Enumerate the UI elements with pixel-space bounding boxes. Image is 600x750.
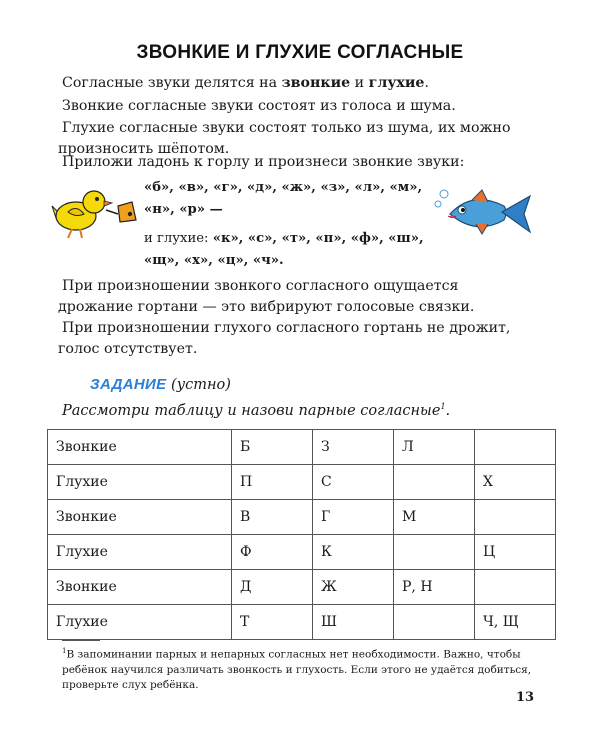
intro-paragraph-1: Согласные звуки делятся на звонкие и глухие.	[62, 75, 429, 91]
table-cell: Г	[313, 500, 394, 535]
row-label: Звонкие	[48, 570, 232, 605]
row-label: Глухие	[48, 465, 232, 500]
table-cell: Б	[232, 430, 313, 465]
task-label: ЗАДАНИЕ	[90, 376, 167, 393]
table-row	[48, 500, 556, 535]
table-cell: Т	[232, 605, 313, 640]
table-cell: Ф	[232, 535, 313, 570]
page-title: ЗВОНКИЕ И ГЛУХИЕ СОГЛАСНЫЕ	[136, 42, 464, 63]
task-hint: (устно)	[171, 377, 231, 393]
chick-with-bell-icon	[50, 184, 142, 246]
intro-paragraph-3: Глухие согласные звуки состоят только из шума, их можно произносить шёпотом.	[58, 120, 511, 157]
table-cell: Ч, Щ	[475, 605, 556, 640]
row-label: Глухие	[48, 535, 232, 570]
table-cell: Х	[475, 465, 556, 500]
table-cell	[475, 570, 556, 605]
intro-paragraph-2: Звонкие согласные звуки состоят из голоса и шума.	[62, 98, 456, 114]
table-cell	[475, 430, 556, 465]
consonant-pairs-table	[47, 429, 556, 640]
explanation-paragraph-2: При произношении глухого согласного гортань не дрожит, голос отсутствует.	[58, 320, 511, 357]
table-row	[48, 605, 556, 640]
table-cell	[394, 535, 475, 570]
table-cell: Л	[394, 430, 475, 465]
table-cell: М	[394, 500, 475, 535]
table-cell	[475, 500, 556, 535]
table-cell: Ц	[475, 535, 556, 570]
table-row	[48, 465, 556, 500]
row-label: Звонкие	[48, 500, 232, 535]
table-cell: Д	[232, 570, 313, 605]
table-cell: К	[313, 535, 394, 570]
intro-paragraph-4: Приложи ладонь к горлу и произнеси звонкие звуки:	[62, 154, 465, 170]
footnote: $^1$В запоминании парных и непарных согласных нет необходимости. Важно, чтобы ребёнок научился различать звонкость и глухость. Если этого не удаётся добиться, проверьте слух ребёнка.	[62, 647, 532, 691]
table-cell: Р, Н	[394, 570, 475, 605]
table-row	[48, 570, 556, 605]
table-row	[48, 535, 556, 570]
voiceless-sounds-list: и глухие: «к», «с», «т», «п», «ф», «ш», «щ», «х», «ц», «ч».	[144, 231, 424, 268]
table-cell: З	[313, 430, 394, 465]
explanation-paragraph-1: При произношении звонкого согласного ощущается дрожание гортани — это вибрируют голосовые связки.	[58, 278, 475, 315]
table-cell: Ш	[313, 605, 394, 640]
row-label: Глухие	[48, 605, 232, 640]
page-number: 13	[516, 690, 535, 705]
table-row	[48, 430, 556, 465]
fish-icon	[432, 184, 536, 246]
term-voiced: звонкие	[281, 75, 351, 91]
table-cell: С	[313, 465, 394, 500]
table-cell	[394, 465, 475, 500]
table-cell: Ж	[313, 570, 394, 605]
row-label: Звонкие	[48, 430, 232, 465]
footnote-divider	[62, 640, 100, 641]
task-instruction: Рассмотри таблицу и назови парные согласные$^1$.	[62, 402, 451, 419]
term-voiceless: глухие	[368, 75, 425, 91]
footnote-mark: 1	[440, 402, 446, 411]
table-cell: П	[232, 465, 313, 500]
task-heading	[90, 376, 231, 393]
table-cell: В	[232, 500, 313, 535]
table-cell	[394, 605, 475, 640]
voiced-sounds-list: «б», «в», «г», «д», «ж», «з», «л», «м», «н», «р» —	[144, 180, 423, 217]
